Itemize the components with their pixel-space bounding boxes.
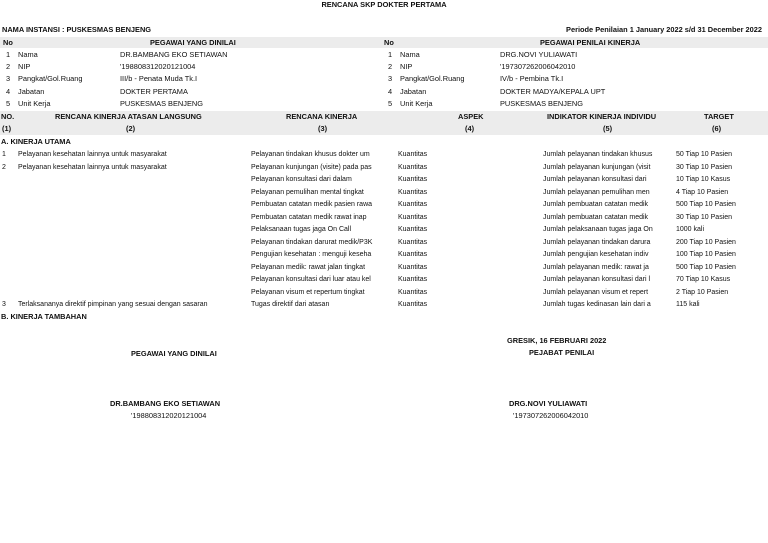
dinilai-label: Jabatan xyxy=(18,86,45,96)
col-rkal-header: RENCANA KINERJA ATASAN LANGSUNG xyxy=(55,112,202,121)
dinilai-no: 2 xyxy=(6,62,11,72)
cell-iki: Jumlah pelayanan tindakan darura xyxy=(543,238,651,246)
cell-rk: Pelayanan visum et repertum tingkat xyxy=(251,288,365,296)
penilai-no: 2 xyxy=(388,62,393,72)
cell-iki: Jumlah pelayanan konsultasi dari xyxy=(543,176,647,183)
header-no-left: No xyxy=(3,38,13,47)
cell-iki: Jumlah pelayanan medik: rawat ja xyxy=(543,263,649,271)
penilai-no: 5 xyxy=(388,98,393,108)
right-signatory-title: PEJABAT PENILAI xyxy=(529,348,595,357)
col-num-5: (5) xyxy=(603,124,613,133)
place-date: GRESIK, 16 FEBRUARI 2022 xyxy=(507,336,607,345)
penilai-no: 4 xyxy=(388,86,393,96)
right-signatory-name: DRG.NOVI YULIAWATI xyxy=(509,399,588,408)
cell-target: 30 Tiap 10 Pasien xyxy=(676,213,733,221)
cell-iki: Jumlah pelayanan tindakan khusus xyxy=(543,151,653,158)
col-num-3: (3) xyxy=(318,124,328,133)
cell-aspek: Kuantitas xyxy=(398,176,428,183)
cell-rk: Pelayanan pemulihan mental tingkat xyxy=(251,188,364,196)
penilai-label: Jabatan xyxy=(400,86,427,96)
cell-target: 4 Tiap 10 Pasien xyxy=(676,188,729,196)
penilai-label: NIP xyxy=(400,62,413,72)
cell-iki: Jumlah pelaksanaan tugas jaga On xyxy=(543,226,653,233)
cell-rk: Pembuatan catatan medik pasien rawa xyxy=(251,201,373,208)
left-signatory-name: DR.BAMBANG EKO SETIAWAN xyxy=(110,399,221,408)
cell-aspek: Kuantitas xyxy=(398,288,428,296)
col-num-4: (4) xyxy=(465,124,475,133)
cell-target: 1000 kali xyxy=(676,226,705,233)
col-num-6: (6) xyxy=(712,124,722,133)
dinilai-no: 4 xyxy=(6,86,11,96)
col-num-2: (2) xyxy=(126,124,136,133)
cell-aspek: Kuantitas xyxy=(398,238,428,246)
col-no-header: NO. xyxy=(1,112,15,121)
cell-target: 10 Tiap 10 Kasus xyxy=(676,176,731,183)
penilai-label: Unit Kerja xyxy=(400,98,433,108)
cell-iki: Jumlah tugas kedinasan lain dari a xyxy=(543,301,651,308)
cell-rkal: Terlaksananya direktif pimpinan yang sesuai dengan sasaran xyxy=(18,301,208,308)
penilai-label: Pangkat/Gol.Ruang xyxy=(400,74,465,84)
dinilai-label: Nama xyxy=(18,50,38,59)
dinilai-label: NIP xyxy=(18,62,31,72)
penilai-value: DRG.NOVI YULIAWATI xyxy=(500,50,578,59)
dinilai-value: '198808312020121004 xyxy=(120,62,196,72)
dinilai-label: Pangkat/Gol.Ruang xyxy=(18,74,83,84)
instansi-label: NAMA INSTANSI : PUSKESMAS BENJENG xyxy=(2,25,152,34)
right-signatory-nip: '197307262006042010 xyxy=(513,411,589,420)
cell-aspek: Kuantitas xyxy=(398,201,428,208)
cell-rk: Pelayanan tindakan darurat medik/P3K xyxy=(251,238,373,246)
left-signatory-nip: '198808312020121004 xyxy=(131,411,207,420)
penilai-value: '197307262006042010 xyxy=(500,62,576,72)
dinilai-value: DOKTER PERTAMA xyxy=(120,86,188,96)
dinilai-label: Unit Kerja xyxy=(18,98,51,108)
header-no-right: No xyxy=(384,38,394,47)
cell-iki: Jumlah pengujian kesehatan indiv xyxy=(543,251,649,258)
cell-iki: Jumlah pelayanan kunjungan (visit xyxy=(543,163,651,171)
cell-rk: Pelayanan medik: rawat jalan tingkat xyxy=(251,263,366,271)
section-kinerja-utama: A. KINERJA UTAMA xyxy=(1,137,71,146)
cell-rk: Pelayanan tindakan khusus dokter um xyxy=(251,151,370,158)
cell-target: 500 Tiap 10 Pasien xyxy=(676,263,736,271)
penilai-label: Nama xyxy=(400,50,420,59)
cell-rk: Pelaksanaan tugas jaga On Call xyxy=(251,226,352,233)
left-signatory-title: PEGAWAI YANG DINILAI xyxy=(131,349,217,358)
dinilai-no: 3 xyxy=(6,74,11,84)
penilai-no: 1 xyxy=(388,50,393,59)
cell-target: 2 Tiap 10 Pasien xyxy=(676,288,729,296)
cell-target: 100 Tiap 10 Pasien xyxy=(676,251,736,258)
cell-target: 70 Tiap 10 Kasus xyxy=(676,276,731,283)
dinilai-value: III/b - Penata Muda Tk.I xyxy=(120,74,198,84)
cell-aspek: Kuantitas xyxy=(398,151,428,158)
header-penilai: PEGAWAI PENILAI KINERJA xyxy=(540,38,641,47)
cell-no: 3 xyxy=(2,301,6,308)
cell-iki: Jumlah pelayanan konsultasi dari l xyxy=(543,276,651,283)
cell-target: 500 Tiap 10 Pasien xyxy=(676,201,736,208)
cell-rk: Pengujian kesehatan : menguji keseha xyxy=(251,251,372,258)
cell-iki: Jumlah pelayanan pemulihan men xyxy=(543,188,650,196)
col-iki-header: INDIKATOR KINERJA INDIVIDU xyxy=(547,112,657,121)
cell-rkal: Pelayanan kesehatan lainnya untuk masyarakat xyxy=(18,163,167,171)
cell-rk: Pelayanan konsultasi dari dalam xyxy=(251,176,352,183)
cell-rk: Tugas direktif dari atasan xyxy=(251,301,330,308)
cell-rk: Pembuatan catatan medik rawat inap xyxy=(251,213,367,221)
cell-target: 115 kali xyxy=(676,301,700,308)
periode-label: Periode Penilaian 1 January 2022 s/d 31 December 2022 xyxy=(566,25,762,34)
cell-target: 30 Tiap 10 Pasien xyxy=(676,163,733,171)
cell-aspek: Kuantitas xyxy=(398,251,428,258)
cell-rk: Pelayanan kunjungan (visite) pada pas xyxy=(251,163,372,171)
cell-no: 2 xyxy=(2,163,6,171)
cell-no: 1 xyxy=(2,151,6,158)
col-rk-header: RENCANA KINERJA xyxy=(286,112,358,121)
penilai-no: 3 xyxy=(388,74,393,84)
penilai-value: IV/b - Pembina Tk.I xyxy=(500,74,564,84)
cell-aspek: Kuantitas xyxy=(398,263,428,271)
penilai-value: DOKTER MADYA/KEPALA UPT xyxy=(500,86,606,96)
cell-rk: Pelayanan konsultasi dari luar atau kel xyxy=(251,276,371,283)
col-num-1: (1) xyxy=(2,124,12,133)
cell-iki: Jumlah pembuatan catatan medik xyxy=(543,213,649,221)
cell-aspek: Kuantitas xyxy=(398,276,428,283)
cell-iki: Jumlah pelayanan visum et repert xyxy=(543,288,649,296)
cell-target: 200 Tiap 10 Pasien xyxy=(676,238,736,246)
cell-aspek: Kuantitas xyxy=(398,213,428,221)
cell-rkal: Pelayanan kesehatan lainnya untuk masyarakat xyxy=(18,151,167,158)
cell-aspek: Kuantitas xyxy=(398,188,428,196)
header-dinilai: PEGAWAI YANG DINILAI xyxy=(150,38,236,47)
page-title: RENCANA SKP DOKTER PERTAMA xyxy=(321,0,447,9)
dinilai-value: DR.BAMBANG EKO SETIAWAN xyxy=(120,50,228,59)
cell-aspek: Kuantitas xyxy=(398,301,428,308)
dinilai-no: 1 xyxy=(6,50,11,59)
cell-aspek: Kuantitas xyxy=(398,226,428,233)
col-target-header: TARGET xyxy=(704,112,734,121)
cell-target: 50 Tiap 10 Pasien xyxy=(676,151,733,158)
penilai-value: PUSKESMAS BENJENG xyxy=(500,98,583,108)
cell-iki: Jumlah pembuatan catatan medik xyxy=(543,201,649,208)
col-aspek-header: ASPEK xyxy=(458,112,484,121)
section-kinerja-tambahan: B. KINERJA TAMBAHAN xyxy=(1,312,87,321)
dinilai-no: 5 xyxy=(6,98,11,108)
dinilai-value: PUSKESMAS BENJENG xyxy=(120,98,203,108)
cell-aspek: Kuantitas xyxy=(398,163,428,171)
